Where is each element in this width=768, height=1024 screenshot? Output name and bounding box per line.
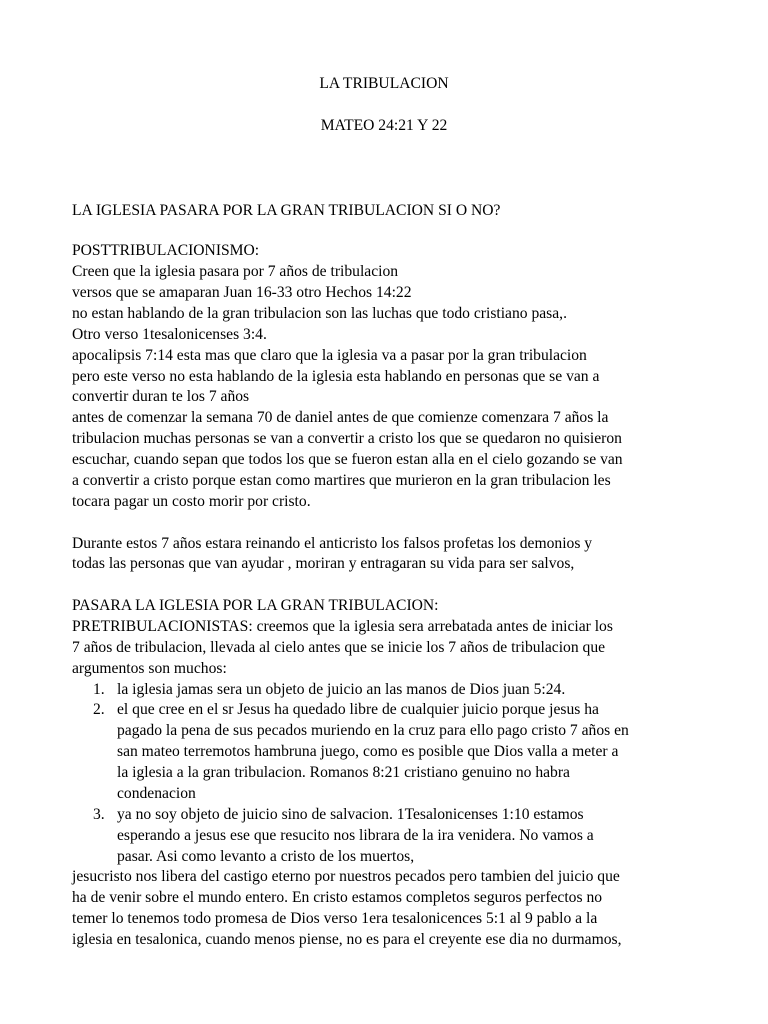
text-line: pagado la pena de sus pecados muriendo en la cruz para ello pago cristo 7 años en [117,722,629,739]
text-line: iglesia en tesalonica, cuando menos piense, no es para el creyente ese dia no durmamos, [72,931,622,948]
section-heading-pasara-la-iglesia: PASARA LA IGLESIA POR LA GRAN TRIBULACION: [72,597,439,614]
text-line: convertir duran te los 7 años [72,388,250,405]
text-line: temer lo tenemos todo promesa de Dios verso 1era tesalonicences 5:1 al 9 pablo a la [72,910,598,927]
text-line: Creen que la iglesia pasara por 7 años de tribulacion [72,263,399,280]
list-number: 1. [93,681,105,698]
list-number: 3. [93,806,105,823]
scripture-reference: MATEO 24:21 Y 22 [320,117,448,134]
text-line: no estan hablando de la gran tribulacion son las luchas que todo cristiano pasa,. [72,305,567,322]
text-line: versos que se amaparan Juan 16-33 otro Hechos 14:22 [72,284,412,301]
text-line: la iglesia jamas sera un objeto de juicio an las manos de Dios juan 5:24. [117,681,566,698]
text-line: esperando a jesus ese que resucito nos librara de la ira venidera. No vamos a [117,827,594,844]
main-question: LA IGLESIA PASARA POR LA GRAN TRIBULACION SI O NO? [72,202,501,219]
text-line: tribulacion muchas personas se van a convertir a cristo los que se quedaron no quisieron [72,430,622,447]
text-line: a convertir a cristo porque estan como martires que murieron en la gran tribulacion les [72,472,611,489]
text-line: el que cree en el sr Jesus ha quedado libre de cualquier juicio porque jesus ha [117,701,599,718]
text-line: 7 años de tribulacion, llevada al cielo antes que se inicie los 7 años de tribulacion que [72,639,606,656]
text-line: san mateo terremotos hambruna juego, como es posible que Dios valla a meter a [117,743,619,760]
text-line: pasar. Asi como levanto a cristo de los muertos, [117,848,415,865]
document-title: LA TRIBULACION [319,75,449,92]
text-line: todas las personas que van ayudar , moriran y entragaran su vida para ser salvos, [72,555,575,572]
text-line: jesucristo nos libera del castigo eterno por nuestros pecados pero tambien del juicio que [72,868,620,885]
list-number: 2. [93,701,105,718]
text-line: PRETRIBULACIONISTAS: creemos que la iglesia sera arrebatada antes de iniciar los [72,618,613,635]
text-line: escuchar, cuando sepan que todos los que se fueron estan alla en el cielo gozando se van [72,451,623,468]
text-line: antes de comenzar la semana 70 de daniel antes de que comienze comenzara 7 años la [72,409,609,426]
text-line: la iglesia a la gran tribulacion. Romanos 8:21 cristiano genuino no habra [117,764,570,781]
text-line: ha de venir sobre el mundo entero. En cristo estamos completos seguros perfectos no [72,889,603,906]
section-heading-posttribulacionismo: POSTTRIBULACIONISMO: [72,242,260,259]
text-line: apocalipsis 7:14 esta mas que claro que la iglesia va a pasar por la gran tribulacion [72,347,587,364]
text-line: argumentos son muchos: [72,660,227,677]
text-line: Otro verso 1tesalonicenses 3:4. [72,326,267,343]
text-line: ya no soy objeto de juicio sino de salvacion. 1Tesalonicenses 1:10 estamos [117,806,584,823]
text-line: Durante estos 7 años estara reinando el anticristo los falsos profetas los demonios y [72,535,593,552]
text-line: pero este verso no esta hablando de la iglesia esta hablando en personas que se van a [72,368,600,385]
text-line: tocara pagar un costo morir por cristo. [72,493,311,510]
text-line: condenacion [117,785,196,802]
